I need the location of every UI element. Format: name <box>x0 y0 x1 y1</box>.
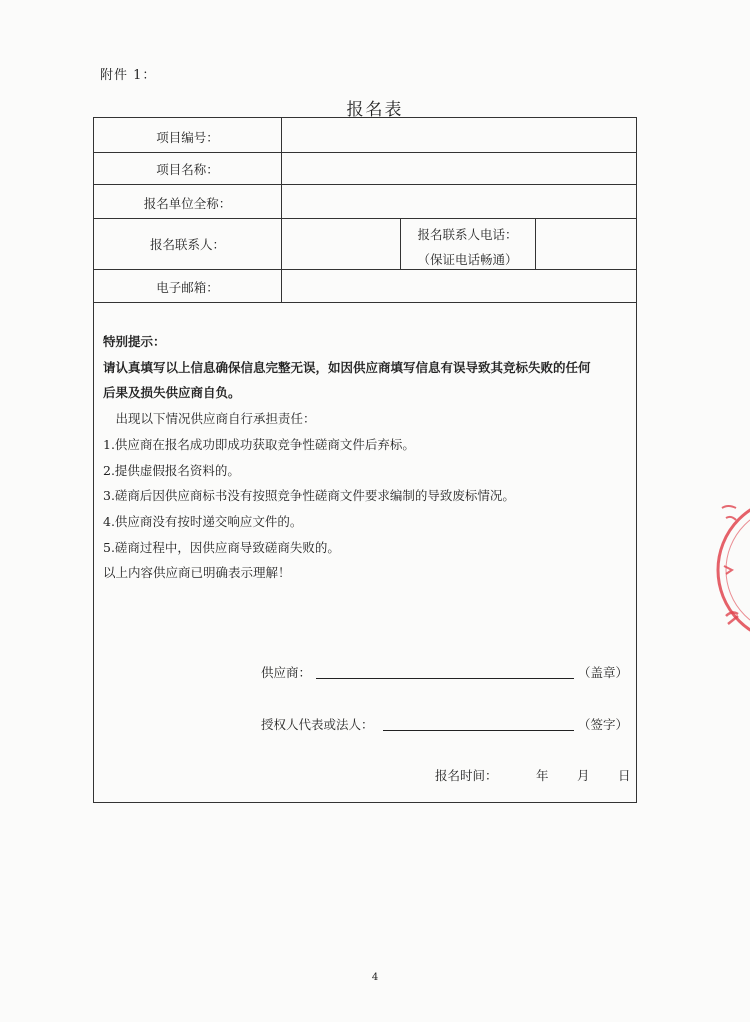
registration-form <box>93 117 637 803</box>
contact-label: 报名联系人： <box>149 237 225 252</box>
unit-name-label: 报名单位全称： <box>143 196 232 211</box>
date-label: 报名时间： <box>435 768 498 783</box>
authorized-label: 授权人代表或法人： <box>261 717 374 732</box>
row-divider <box>94 218 636 219</box>
contact-phone-note: （保证电话畅通） <box>417 252 518 267</box>
row-divider <box>94 184 636 185</box>
supplier-label: 供应商： <box>261 665 312 680</box>
row-divider <box>94 302 636 303</box>
notice-line: 4.供应商没有按时递交响应文件的。 <box>103 513 303 529</box>
seal-note: （盖章） <box>578 665 629 680</box>
notice-line: 请认真填写以上信息确保信息完整无误，如因供应商填写信息有误导致其竞标失败的任何 <box>103 359 591 375</box>
notice-line: 出现以下情况供应商自行承担责任： <box>103 411 316 427</box>
form-title: 报名表 <box>346 100 404 120</box>
row-divider <box>94 269 636 270</box>
red-seal-stamp-graphic <box>712 488 750 648</box>
contact-phone-label: 报名联系人电话： <box>417 227 518 242</box>
page-number: 4 <box>371 972 379 983</box>
column-divider <box>535 218 536 269</box>
sign-note: （签字） <box>578 717 629 732</box>
special-notice <box>103 329 633 586</box>
date-day: 日 <box>618 768 631 783</box>
notice-line: 3.磋商后因供应商标书没有按照竞争性磋商文件要求编制的导致废标情况。 <box>103 488 515 504</box>
attachment-label: 附件 1： <box>100 68 157 83</box>
email-label: 电子邮箱： <box>156 280 219 295</box>
date-month: 月 <box>577 768 590 783</box>
date-year: 年 <box>536 768 549 783</box>
notice-line: 1.供应商在报名成功即成功获取竞争性磋商文件后弃标。 <box>103 436 415 452</box>
row-divider <box>94 152 636 153</box>
column-divider <box>281 118 282 302</box>
project-name-label: 项目名称： <box>156 162 219 177</box>
authorized-signature-line[interactable] <box>383 730 574 731</box>
notice-line: 以上内容供应商已明确表示理解！ <box>103 565 291 581</box>
notice-line: 后果及损失供应商自负。 <box>103 385 241 401</box>
notice-line: 2.提供虚假报名资料的。 <box>103 462 240 478</box>
supplier-signature-line[interactable] <box>316 678 574 679</box>
project-number-label: 项目编号： <box>156 130 219 145</box>
notice-line: 5.磋商过程中，因供应商导致磋商失败的。 <box>103 539 340 555</box>
notice-heading: 特别提示： <box>103 334 166 349</box>
